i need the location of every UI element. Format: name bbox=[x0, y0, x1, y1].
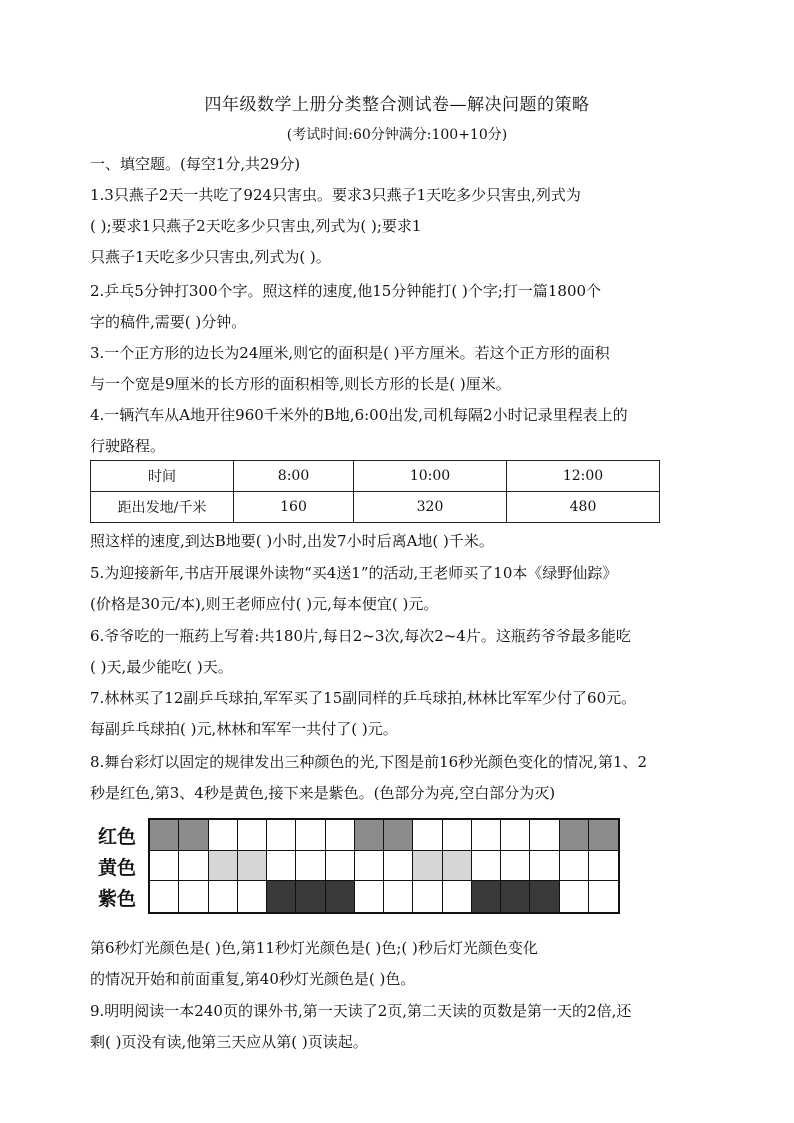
mileage-table bbox=[90, 460, 660, 523]
light-cell-purple-11 bbox=[443, 881, 472, 912]
light-cell-yellow-6 bbox=[296, 851, 325, 882]
light-cell-yellow-4 bbox=[238, 851, 267, 882]
light-cell-yellow-11 bbox=[443, 851, 472, 882]
q1-line-2: ( );要求1只燕子2天吃多少只害虫,列式为( );要求1 bbox=[90, 217, 422, 235]
light-cell-red-6 bbox=[296, 820, 325, 851]
light-cell-purple-13 bbox=[501, 881, 530, 912]
light-cell-red-2 bbox=[179, 820, 208, 851]
q5-line-1: 5.为迎接新年,书店开展课外读物“买4送1”的活动,王老师买了10本《绿野仙踪》 bbox=[90, 564, 618, 582]
q7-line-1: 7.林林买了12副乒乓球拍,军军买了15副同样的乒乓球拍,林林比军军少付了60元。 bbox=[90, 689, 637, 707]
light-cell-yellow-13 bbox=[501, 851, 530, 882]
light-cell-yellow-10 bbox=[413, 851, 442, 882]
q4-after: 照这样的速度,到达B地要( )小时,出发7小时后离A地( )千米。 bbox=[90, 532, 494, 550]
grid-labels bbox=[98, 822, 154, 915]
q8-line-2: 秒是红色,第3、4秒是黄色,接下来是紫色。(色部分为亮,空白部分为灭) bbox=[90, 784, 556, 802]
light-cell-yellow-7 bbox=[326, 851, 355, 882]
light-cell-yellow-2 bbox=[179, 851, 208, 882]
light-cell-purple-1 bbox=[150, 881, 179, 912]
light-cell-purple-3 bbox=[209, 881, 238, 912]
light-cell-red-8 bbox=[355, 820, 384, 851]
light-cell-purple-8 bbox=[355, 881, 384, 912]
label-red: 红色 bbox=[98, 826, 137, 848]
q8-line-1: 8.舞台彩灯以固定的规律发出三种颜色的光,下图是前16秒光颜色变化的情况,第1、2 bbox=[90, 753, 648, 771]
table-cell: 160 bbox=[234, 492, 354, 523]
light-cell-yellow-15 bbox=[560, 851, 589, 882]
light-cell-red-4 bbox=[238, 820, 267, 851]
table-row bbox=[91, 492, 660, 523]
exam-subtitle: (考试时间:60分钟满分:100+10分) bbox=[286, 127, 508, 143]
table-cell: 时间 bbox=[91, 461, 234, 492]
q2-line-2: 字的稿件,需要( )分钟。 bbox=[90, 313, 247, 331]
light-cells bbox=[148, 818, 620, 914]
light-cell-red-3 bbox=[209, 820, 238, 851]
light-cell-purple-9 bbox=[384, 881, 413, 912]
q1-line-1: 1.3只燕子2天一共吃了924只害虫。要求3只燕子1天吃多少只害虫,列式为 bbox=[90, 186, 581, 204]
light-cell-purple-7 bbox=[326, 881, 355, 912]
q6-line-2: ( )天,最少能吃( )天。 bbox=[90, 658, 233, 676]
light-cell-red-16 bbox=[589, 820, 618, 851]
table-row bbox=[91, 461, 660, 492]
light-cell-red-15 bbox=[560, 820, 589, 851]
table-cell: 320 bbox=[354, 492, 507, 523]
q9-line-2: 剩( )页没有读,他第三天应从第( )页读起。 bbox=[90, 1033, 368, 1051]
q3-line-1: 3.一个正方形的边长为24厘米,则它的面积是( )平方厘米。若这个正方形的面积 bbox=[90, 344, 610, 362]
light-cell-purple-14 bbox=[530, 881, 559, 912]
light-cell-purple-15 bbox=[560, 881, 589, 912]
exam-title: 四年级数学上册分类整合测试卷—解决问题的策略 bbox=[204, 95, 590, 115]
light-cell-red-1 bbox=[150, 820, 179, 851]
light-cell-red-7 bbox=[326, 820, 355, 851]
q6-line-1: 6.爷爷吃的一瓶药上写着:共180片,每日2~3次,每次2~4片。这瓶药爷爷最多能吃 bbox=[90, 627, 631, 645]
table-cell: 10:00 bbox=[354, 461, 507, 492]
light-cell-purple-10 bbox=[413, 881, 442, 912]
label-purple: 紫色 bbox=[98, 888, 137, 910]
light-cell-yellow-16 bbox=[589, 851, 618, 882]
light-cell-red-12 bbox=[472, 820, 501, 851]
section-heading: 一、填空题。(每空1分,共29分) bbox=[90, 155, 301, 173]
table-cell: 12:00 bbox=[507, 461, 660, 492]
table-cell: 距出发地/千米 bbox=[91, 492, 234, 523]
light-cell-purple-5 bbox=[267, 881, 296, 912]
q9-line-1: 9.明明阅读一本240页的课外书,第一天读了2页,第二天读的页数是第一天的2倍,还 bbox=[90, 1002, 632, 1020]
light-cell-red-5 bbox=[267, 820, 296, 851]
light-cell-yellow-3 bbox=[209, 851, 238, 882]
q4-line-1: 4.一辆汽车从A地开往960千米外的B地,6:00出发,司机每隔2小时记录里程表上的 bbox=[90, 406, 628, 424]
q7-line-2: 每副乒乓球拍( )元,林林和军军一共付了( )元。 bbox=[90, 720, 398, 738]
q4-line-2: 行驶路程。 bbox=[90, 437, 166, 455]
light-cell-yellow-5 bbox=[267, 851, 296, 882]
light-cell-purple-16 bbox=[589, 881, 618, 912]
light-cell-red-13 bbox=[501, 820, 530, 851]
q3-line-2: 与一个宽是9厘米的长方形的面积相等,则长方形的长是( )厘米。 bbox=[90, 375, 511, 393]
q1-line-3: 只燕子1天吃多少只害虫,列式为( )。 bbox=[90, 248, 331, 266]
table-cell: 480 bbox=[507, 492, 660, 523]
light-cell-yellow-14 bbox=[530, 851, 559, 882]
light-cell-yellow-12 bbox=[472, 851, 501, 882]
q5-line-2: (价格是30元/本),则王老师应付( )元,每本便宜( )元。 bbox=[90, 595, 439, 613]
table-cell: 8:00 bbox=[234, 461, 354, 492]
q8-after-line-1: 第6秒灯光颜色是( )色,第11秒灯光颜色是( )色;( )秒后灯光颜色变化 bbox=[90, 939, 538, 957]
q8-after-line-2: 的情况开始和前面重复,第40秒灯光颜色是( )色。 bbox=[90, 970, 416, 988]
light-cell-red-9 bbox=[384, 820, 413, 851]
light-cell-purple-4 bbox=[238, 881, 267, 912]
light-cell-red-11 bbox=[443, 820, 472, 851]
light-cell-purple-6 bbox=[296, 881, 325, 912]
light-cell-red-10 bbox=[413, 820, 442, 851]
light-cell-red-14 bbox=[530, 820, 559, 851]
q2-line-1: 2.乒乓5分钟打300个字。照这样的速度,他15分钟能打( )个字;打一篇1800个 bbox=[90, 282, 602, 300]
stage-light-grid bbox=[90, 818, 620, 914]
light-cell-yellow-9 bbox=[384, 851, 413, 882]
light-cell-yellow-1 bbox=[150, 851, 179, 882]
label-yellow: 黄色 bbox=[98, 857, 137, 879]
light-cell-yellow-8 bbox=[355, 851, 384, 882]
light-cell-purple-2 bbox=[179, 881, 208, 912]
light-cell-purple-12 bbox=[472, 881, 501, 912]
